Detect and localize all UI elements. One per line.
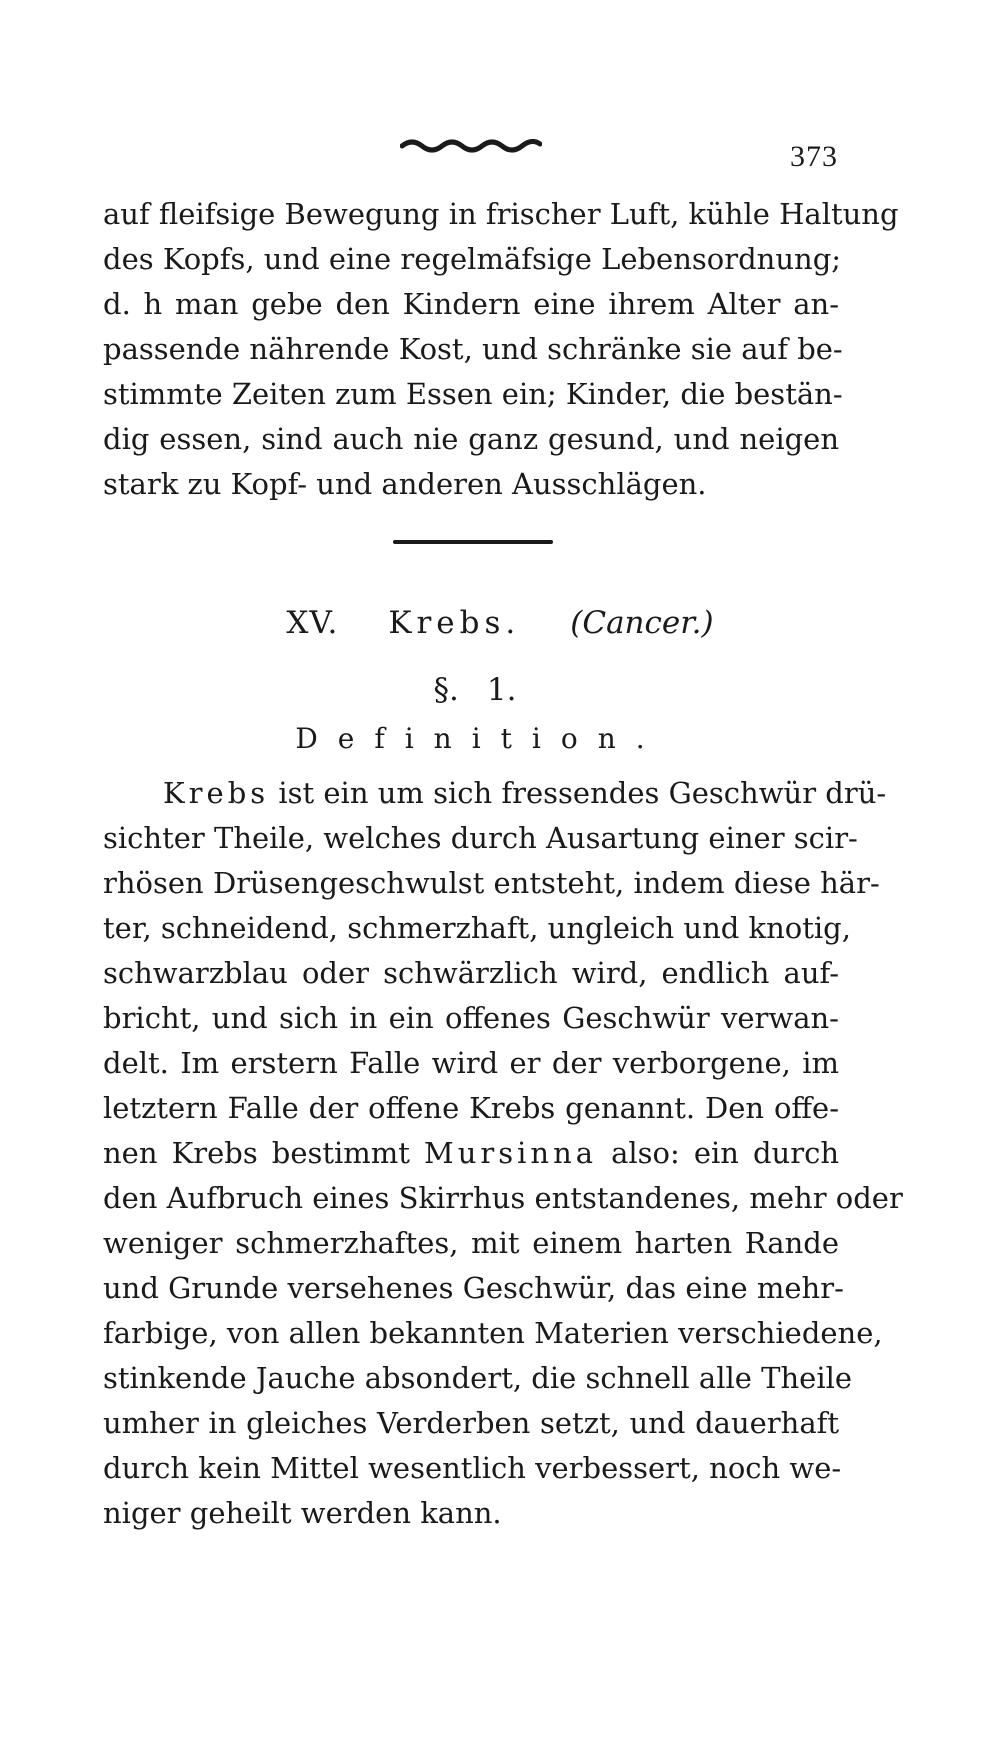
chapter-number: XV. xyxy=(286,605,339,641)
text-line: letztern Falle der offene Krebs genannt. Den offe- xyxy=(103,1091,839,1125)
author-name: Mursinna xyxy=(424,1136,598,1170)
text-segment: nen Krebs bestimmt xyxy=(103,1136,424,1170)
text-segment: ist ein um sich fressendes Geschwür drü- xyxy=(269,776,887,810)
text-line: bricht, und sich in ein offenes Geschwür verwan- xyxy=(103,1001,839,1035)
text-line: umher in gleiches Verderben setzt, und dauerhaft xyxy=(103,1406,839,1440)
text-segment: also: ein durch xyxy=(597,1136,840,1170)
text-line: passende nährende Kost, und schränke sie auf be- xyxy=(103,332,843,366)
chapter-title: Krebs. xyxy=(388,605,521,641)
text-line: niger geheilt werden kann. xyxy=(103,1496,502,1530)
chapter-latin-title: (Cancer.) xyxy=(570,605,714,641)
header-ornament xyxy=(400,136,542,154)
text-line: durch kein Mittel wesentlich verbessert, noch we- xyxy=(103,1451,842,1485)
section-number: 1. xyxy=(486,672,517,708)
text-line: stimmte Zeiten zum Essen ein; Kinder, die bestän- xyxy=(103,377,843,411)
body-paragraph xyxy=(103,771,903,1536)
page-number: 373 xyxy=(790,140,838,173)
text-line: sichter Theile, welches durch Ausartung einer scir- xyxy=(103,821,858,855)
emphasized-word: Krebs xyxy=(163,776,270,810)
chapter-heading xyxy=(0,605,1000,641)
section-marker xyxy=(0,672,950,708)
text-line: schwarzblau oder schwärzlich wird, endlich auf- xyxy=(103,956,839,990)
section-sign: §. xyxy=(433,672,459,708)
text-line: farbige, von allen bekannten Materien verschiedene, xyxy=(103,1316,883,1350)
text-line: stinkende Jauche absondert, die schnell alle Theile xyxy=(103,1361,853,1395)
text-line: delt. Im erstern Falle wird er der verborgene, im xyxy=(103,1046,839,1080)
text-line: des Kopfs, und eine regelmäfsige Lebensordnung; xyxy=(103,242,842,276)
text-line: weniger schmerzhaftes, mit einem harten Rande xyxy=(103,1226,839,1260)
text-line: auf fleifsige Bewegung in frischer Luft, kühle Haltung xyxy=(103,197,899,231)
section-subtitle: Definition. xyxy=(295,722,665,755)
text-line: stark zu Kopf- und anderen Ausschlägen. xyxy=(103,467,707,501)
text-line: d. h man gebe den Kindern eine ihrem Alter an- xyxy=(103,287,839,321)
top-paragraph xyxy=(103,192,899,507)
text-line xyxy=(103,771,887,816)
text-line: und Grunde versehenes Geschwür, das eine mehr- xyxy=(103,1271,844,1305)
text-line: den Aufbruch eines Skirrhus entstandenes, mehr oder xyxy=(103,1181,903,1215)
section-divider xyxy=(393,540,553,544)
text-line: dig essen, sind auch nie ganz gesund, und neigen xyxy=(103,422,839,456)
text-line: ter, schneidend, schmerzhaft, ungleich und knotig, xyxy=(103,911,851,945)
text-line: rhösen Drüsengeschwulst entsteht, indem diese här- xyxy=(103,866,880,900)
text-line xyxy=(103,1131,839,1176)
